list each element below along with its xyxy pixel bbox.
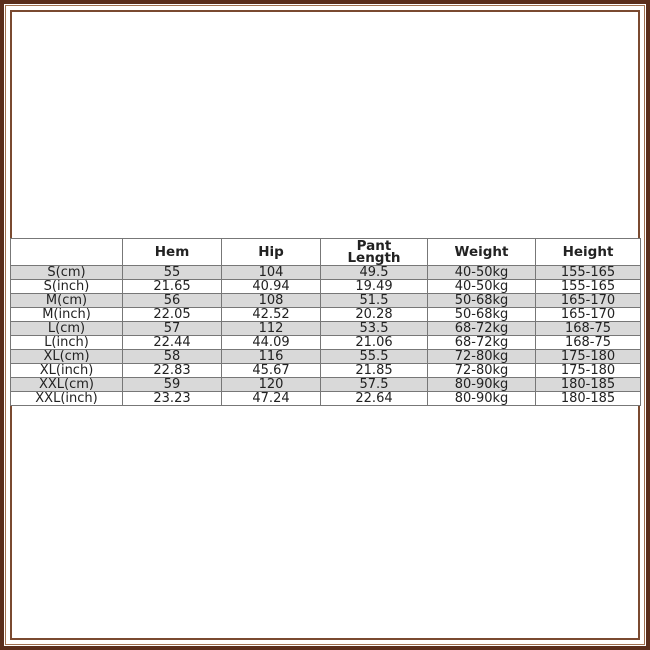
table-row <box>11 294 641 308</box>
cell-hip: 47.24 <box>222 392 321 406</box>
cell-size: M(cm) <box>11 294 123 308</box>
cell-size: XXL(cm) <box>11 378 123 392</box>
cell-size: XL(cm) <box>11 350 123 364</box>
table-row <box>11 350 641 364</box>
cell-weight: 72-80kg <box>428 350 536 364</box>
header-pant-length <box>321 239 428 266</box>
cell-weight: 68-72kg <box>428 322 536 336</box>
table-row <box>11 308 641 322</box>
cell-size: L(inch) <box>11 336 123 350</box>
cell-size: XL(inch) <box>11 364 123 378</box>
cell-hem: 58 <box>123 350 222 364</box>
cell-size: S(cm) <box>11 266 123 280</box>
cell-hem: 23.23 <box>123 392 222 406</box>
header-row <box>11 239 641 266</box>
cell-size: XXL(inch) <box>11 392 123 406</box>
cell-height: 168-75 <box>536 322 641 336</box>
cell-pant-length: 19.49 <box>321 280 428 294</box>
header-height: Height <box>536 239 641 266</box>
header-pant-length-label: Pant Length <box>347 238 401 266</box>
cell-pant-length: 49.5 <box>321 266 428 280</box>
cell-hem: 57 <box>123 322 222 336</box>
cell-hip: 42.52 <box>222 308 321 322</box>
cell-hip: 44.09 <box>222 336 321 350</box>
cell-pant-length: 53.5 <box>321 322 428 336</box>
table-row <box>11 392 641 406</box>
header-size <box>11 239 123 266</box>
cell-hem: 22.83 <box>123 364 222 378</box>
cell-hip: 112 <box>222 322 321 336</box>
cell-height: 155-165 <box>536 280 641 294</box>
cell-weight: 80-90kg <box>428 378 536 392</box>
cell-height: 155-165 <box>536 266 641 280</box>
cell-hip: 104 <box>222 266 321 280</box>
cell-weight: 68-72kg <box>428 336 536 350</box>
table-row <box>11 280 641 294</box>
cell-weight: 80-90kg <box>428 392 536 406</box>
cell-hip: 45.67 <box>222 364 321 378</box>
cell-weight: 40-50kg <box>428 266 536 280</box>
cell-hip: 116 <box>222 350 321 364</box>
cell-height: 175-180 <box>536 364 641 378</box>
cell-weight: 50-68kg <box>428 294 536 308</box>
cell-height: 175-180 <box>536 350 641 364</box>
cell-height: 165-170 <box>536 308 641 322</box>
cell-hip: 108 <box>222 294 321 308</box>
cell-hem: 22.44 <box>123 336 222 350</box>
cell-weight: 72-80kg <box>428 364 536 378</box>
cell-weight: 40-50kg <box>428 280 536 294</box>
size-chart-table <box>10 238 641 406</box>
cell-height: 180-185 <box>536 378 641 392</box>
cell-pant-length: 22.64 <box>321 392 428 406</box>
cell-hem: 55 <box>123 266 222 280</box>
table-row <box>11 378 641 392</box>
cell-hem: 22.05 <box>123 308 222 322</box>
cell-size: L(cm) <box>11 322 123 336</box>
cell-pant-length: 21.85 <box>321 364 428 378</box>
header-weight: Weight <box>428 239 536 266</box>
cell-hem: 56 <box>123 294 222 308</box>
cell-size: S(inch) <box>11 280 123 294</box>
cell-hip: 120 <box>222 378 321 392</box>
table-row <box>11 322 641 336</box>
header-hem: Hem <box>123 239 222 266</box>
cell-pant-length: 20.28 <box>321 308 428 322</box>
cell-size: M(inch) <box>11 308 123 322</box>
cell-pant-length: 21.06 <box>321 336 428 350</box>
cell-weight: 50-68kg <box>428 308 536 322</box>
cell-hem: 21.65 <box>123 280 222 294</box>
table-row <box>11 364 641 378</box>
cell-height: 165-170 <box>536 294 641 308</box>
cell-height: 168-75 <box>536 336 641 350</box>
cell-pant-length: 55.5 <box>321 350 428 364</box>
cell-hip: 40.94 <box>222 280 321 294</box>
table-row <box>11 266 641 280</box>
cell-pant-length: 57.5 <box>321 378 428 392</box>
cell-height: 180-185 <box>536 392 641 406</box>
table-row <box>11 336 641 350</box>
cell-pant-length: 51.5 <box>321 294 428 308</box>
header-hip: Hip <box>222 239 321 266</box>
cell-hem: 59 <box>123 378 222 392</box>
